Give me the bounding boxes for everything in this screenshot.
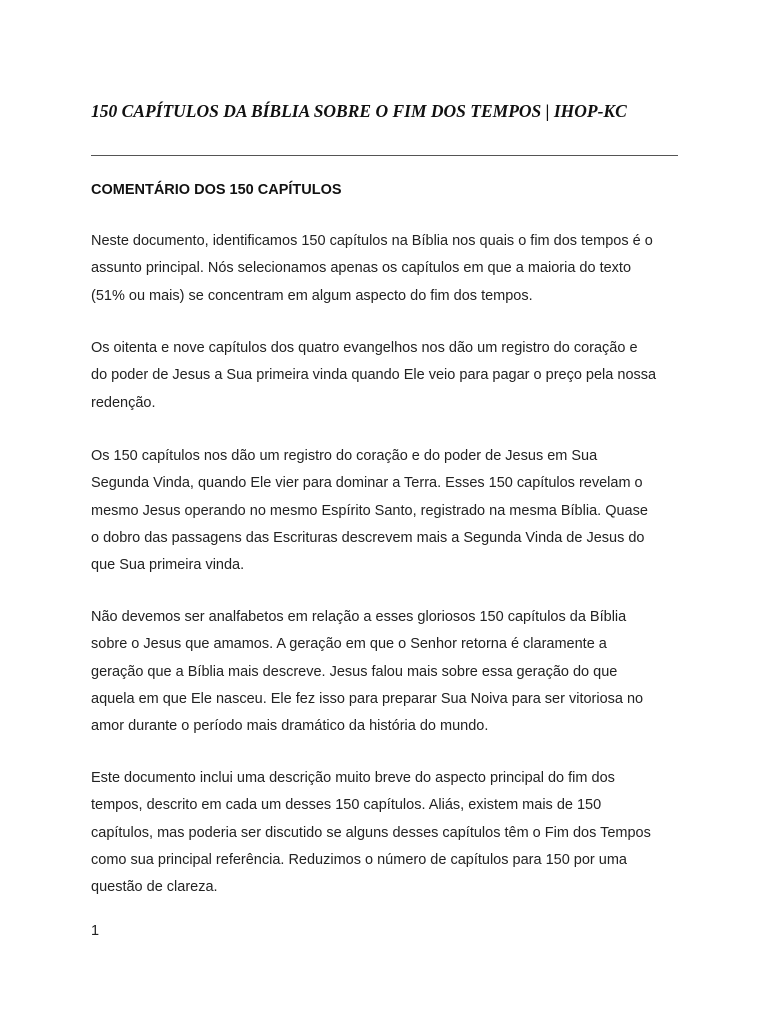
paragraph-line: aquela em que Ele nasceu. Ele fez isso para preparar Sua Noiva para ser vitoriosa no [91, 690, 644, 707]
paragraph-line: como sua principal referência. Reduzimos o número de capítulos para 150 por uma [91, 851, 627, 868]
paragraph-2 [91, 335, 681, 417]
paragraph-line: tempos, descrito em cada um desses 150 capítulos. Aliás, existem mais de 150 [91, 797, 602, 814]
paragraph-line: (51% ou mais) se concentram em algum aspecto do fim dos tempos. [91, 287, 533, 304]
document-title: 150 CAPÍTULOS DA BÍBLIA SOBRE O FIM DOS TEMPOS | IHOP-KC [91, 101, 627, 121]
horizontal-rule [91, 155, 678, 156]
paragraph-line: amor durante o período mais dramático da história do mundo. [91, 718, 489, 735]
paragraph-line: questão de clareza. [91, 879, 218, 896]
paragraph-line: Os 150 capítulos nos dão um registro do coração e do poder de Jesus em Sua [91, 448, 598, 464]
page-number: 1 [91, 923, 100, 939]
paragraph-line: capítulos, mas poderia ser discutido se alguns desses capítulos têm o Fim dos Tempos [91, 824, 651, 841]
paragraph-5 [91, 765, 681, 901]
paragraph-4 [91, 604, 681, 740]
paragraph-line: sobre o Jesus que amamos. A geração em que o Senhor retorna é claramente a [91, 636, 607, 653]
paragraph-line: Segunda Vinda, quando Ele vier para dominar a Terra. Esses 150 capítulos revelam o [91, 475, 643, 492]
paragraph-line: redenção. [91, 394, 156, 411]
paragraph-line: do poder de Jesus a Sua primeira vinda quando Ele veio para pagar o preço pela nossa [91, 367, 657, 384]
paragraph-1 [91, 228, 681, 310]
section-heading: COMENTÁRIO DOS 150 CAPÍTULOS [91, 182, 342, 198]
paragraph-line: Este documento inclui uma descrição muito breve do aspecto principal do fim dos [91, 770, 615, 786]
paragraph-line: assunto principal. Nós selecionamos apenas os capítulos em que a maioria do texto [91, 260, 632, 277]
paragraph-line: geração que a Bíblia mais descreve. Jesus falou mais sobre essa geração do que [91, 663, 618, 680]
paragraph-line: Neste documento, identificamos 150 capítulos na Bíblia nos quais o fim dos tempos é o [91, 233, 653, 249]
paragraph-line: Não devemos ser analfabetos em relação a esses gloriosos 150 capítulos da Bíblia [91, 609, 627, 625]
paragraph-3 [91, 443, 681, 579]
paragraph-line: o dobro das passagens das Escrituras descrevem mais a Segunda Vinda de Jesus do [91, 529, 645, 546]
paragraph-line: Os oitenta e nove capítulos dos quatro evangelhos nos dão um registro do coração e [91, 340, 638, 356]
paragraph-line: mesmo Jesus operando no mesmo Espírito Santo, registrado na mesma Bíblia. Quase [91, 502, 648, 519]
paragraph-line: que Sua primeira vinda. [91, 557, 245, 574]
